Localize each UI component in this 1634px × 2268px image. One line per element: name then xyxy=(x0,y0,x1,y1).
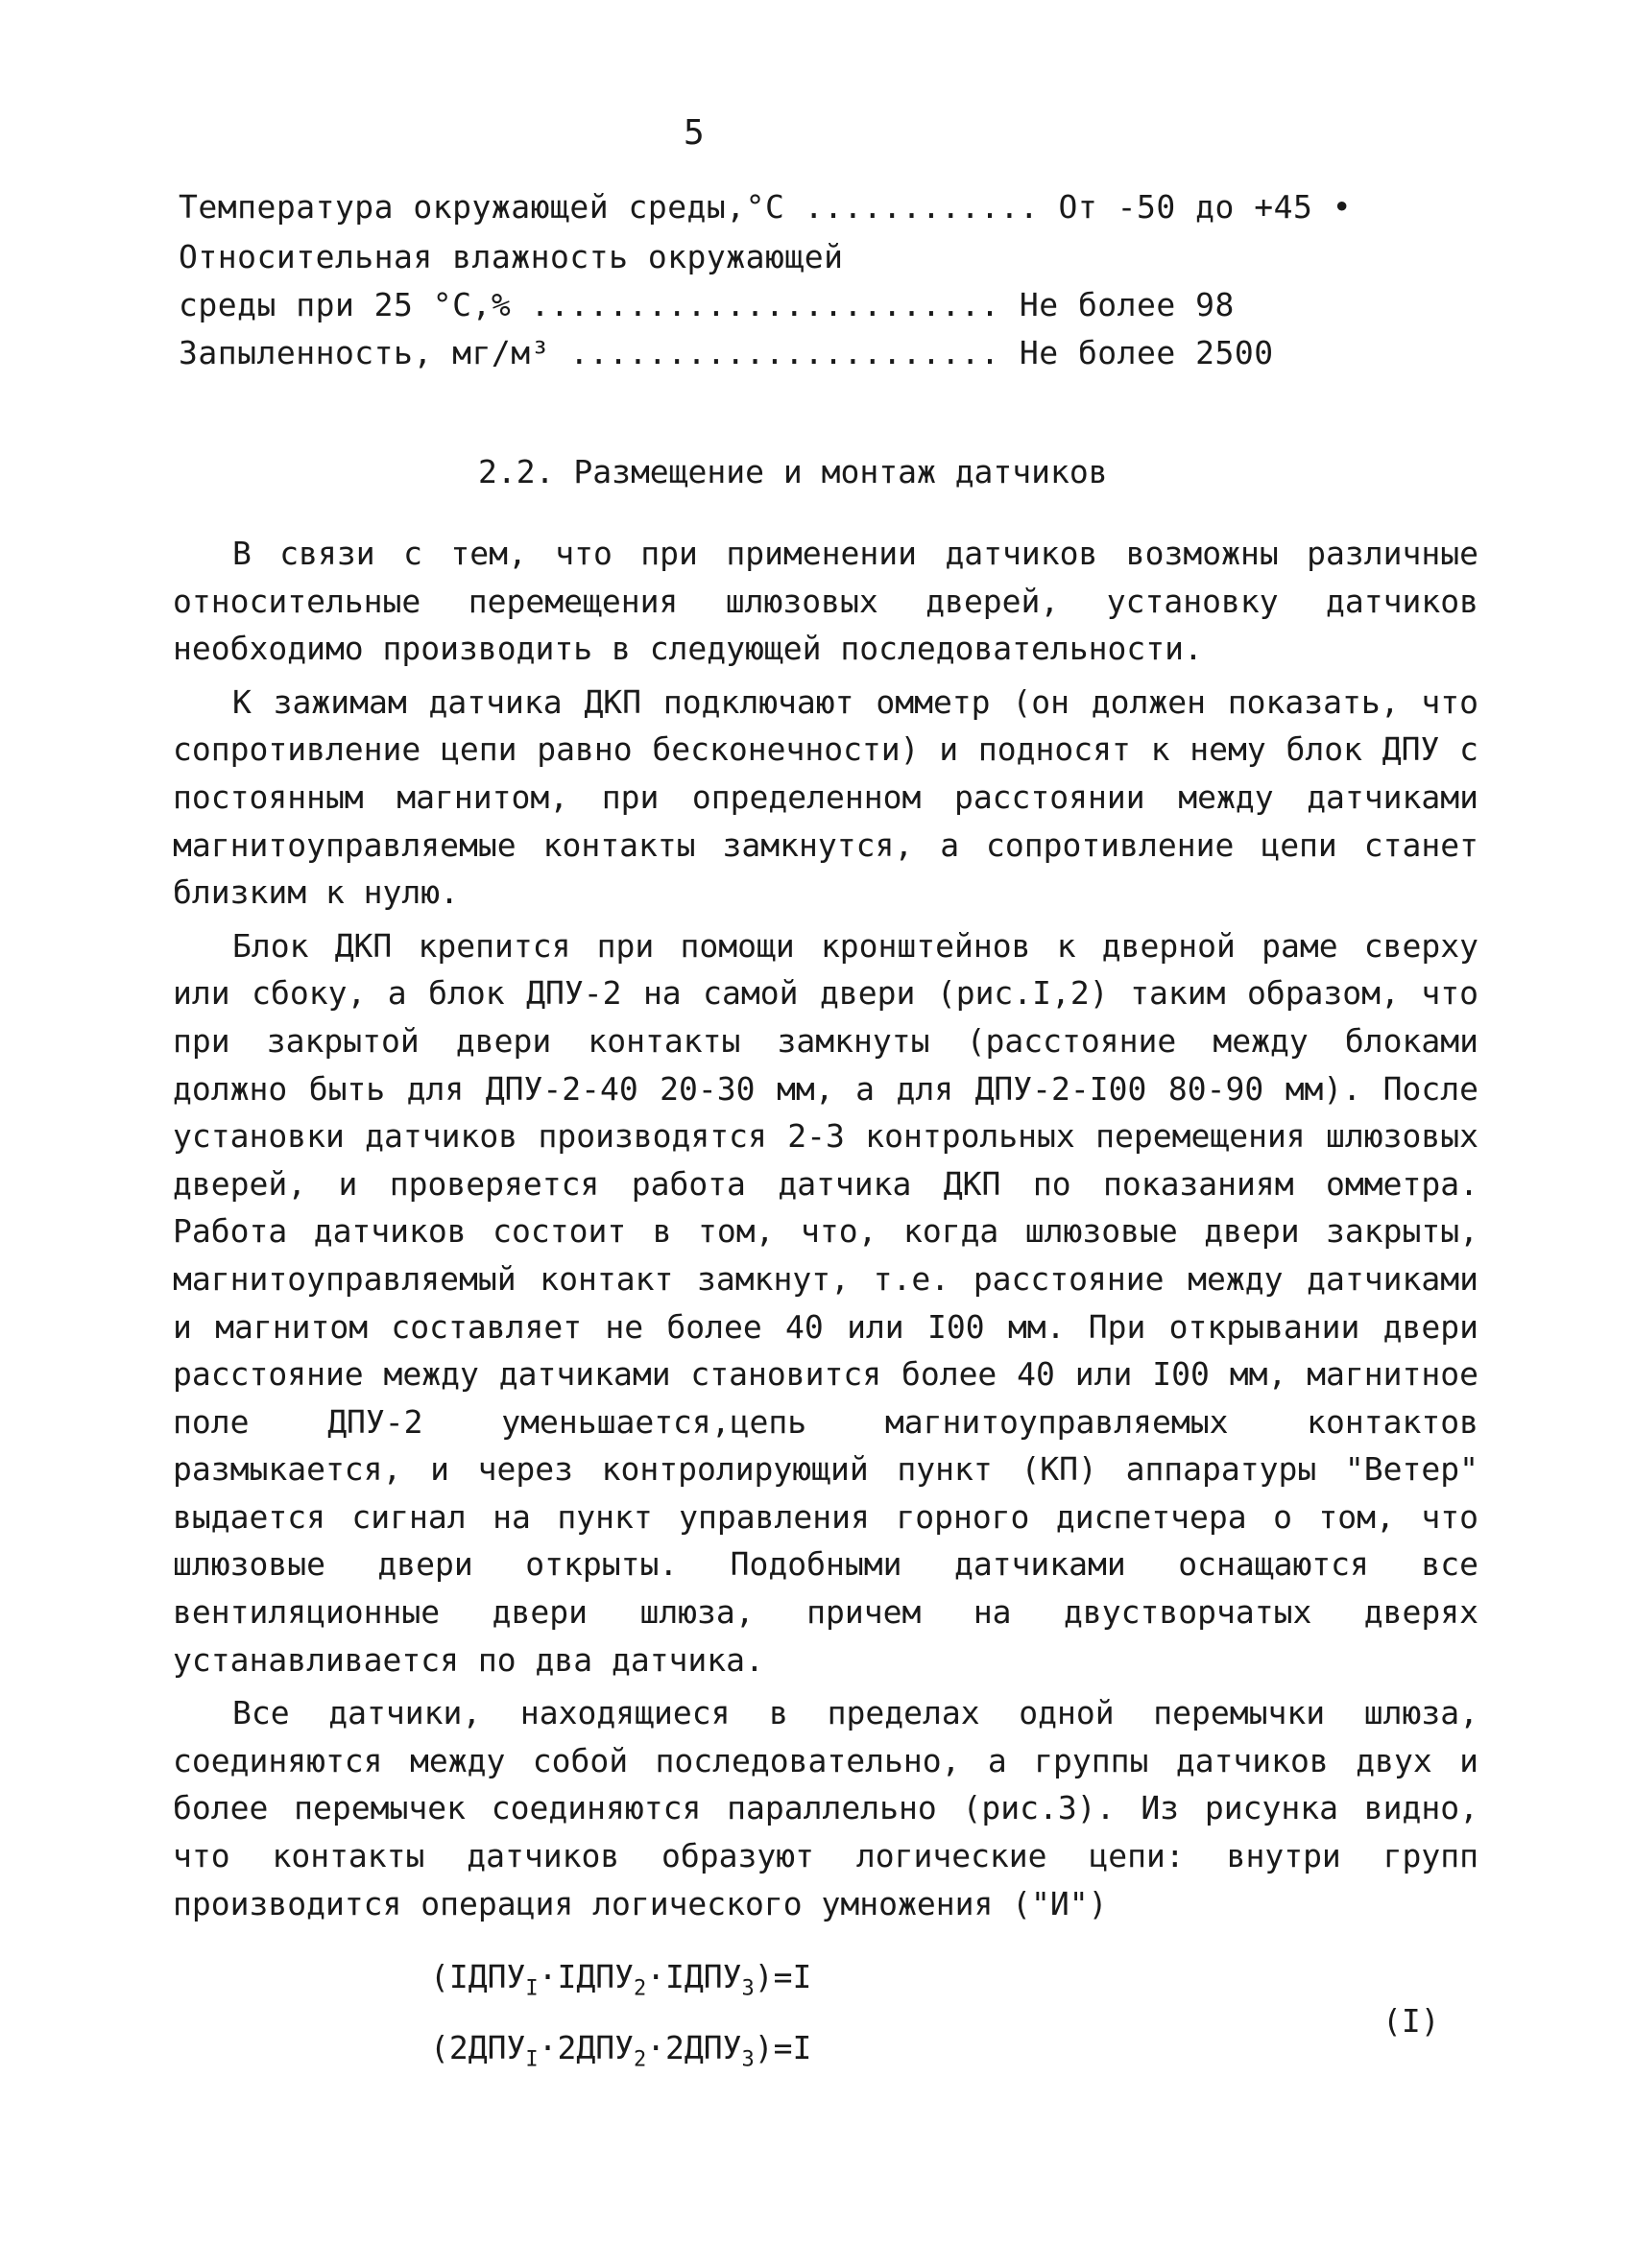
formula-line-1: $(IДПУ_I\cdot IДПУ_2\cdot IДПУ_3)=I$ xyxy=(430,1958,812,2001)
spec-dots: ........................ xyxy=(511,286,1000,323)
spec-dots: ...................... xyxy=(550,334,1000,371)
paragraph-dkp-test: К зажимам датчика ДКП подключают омметр (он должен показать, что сопротивление цепи равно бесконечности) и подносят к нему блок ДПУ с постоянным магнитом, при определенном расстоянии между датчиками магнитоуправляемые контакты замкнутся, а сопротивление цепи станет близким к нулю. xyxy=(173,682,1478,912)
body-text xyxy=(173,530,1478,1927)
spec-value: От -50 до +45 • xyxy=(1039,188,1353,226)
spec-label: среды при 25 °С,% xyxy=(179,286,512,323)
paragraph-mounting: Блок ДКП крепится при помощи кронштейнов к дверной раме сверху или сбоку, а блок ДПУ-2 на самой двери (рис.I,2) таким образом, что при закрытой двери контакты замкнуты (расстояние между блоками должно быть для ДПУ-2-40 20-30 мм, а для ДПУ-2-I00 80-90 мм). После установки датчиков производятся 2-3 контрольных перемещения шлюзовых дверей, и проверяется работа датчика ДКП по показаниям омметра. Работа датчиков состоит в том, что, когда шлюзовые двери закрыты, магнитоуправляемый контакт замкнут, т.е. расстояние между датчиками и магнитом составляет не более 40 или I00 мм. При открывании двери расстояние между датчиками становится более 40 или I00 мм, магнитное поле ДПУ-2 уменьшается,цепь магнитоуправляемых контактов размыкается, и через контролирующий пункт (КП) аппаратуры "Ветер" выдается сигнал на пункт управления горного диспетчера о том, что шлюзовые двери открыты. Подобными датчиками оснащаются все вентиляционные двери шлюза, причем на двустворчатых дверях устанавливается по два датчика. xyxy=(173,926,1478,1679)
spec-value: Не более 98 xyxy=(999,286,1235,323)
paragraph-intro: В связи с тем, что при применении датчиков возможны различные относительные перемещения шлюзовых дверей, установку датчиков необходимо производить в следующей последовательности. xyxy=(173,535,1478,668)
paragraph-connection: Все датчики, находящиеся в пределах одной перемычки шлюза, соединяются между собой последовательно, а группы датчиков двух и более перемычек соединяются параллельно (рис.3). Из рисунка видно, что контакты датчиков образуют логические цепи: внутри групп производится операция логического умножения ("И") xyxy=(173,1694,1478,1922)
formula-number: (I) xyxy=(1382,2002,1440,2040)
section-heading: 2.2. Размещение и монтаж датчиков xyxy=(478,453,1108,490)
spec-row-humidity xyxy=(179,286,1235,323)
spec-value: Не более 2500 xyxy=(999,334,1274,371)
spec-row-humidity-label xyxy=(179,238,844,275)
spec-dots: ............ xyxy=(784,188,1040,226)
spec-label: Относительная влажность окружающей xyxy=(179,238,844,275)
spec-label: Температура окружающей среды,°С xyxy=(179,188,785,226)
spec-row-temperature xyxy=(179,188,1352,226)
spec-label: Запыленность, мг/м³ xyxy=(179,334,550,371)
spec-row-dust xyxy=(179,334,1274,371)
page-number: 5 xyxy=(684,113,705,153)
formula-line-2: $(2ДПУ_I\cdot 2ДПУ_2\cdot 2ДПУ_3)=I$ xyxy=(430,2029,812,2072)
